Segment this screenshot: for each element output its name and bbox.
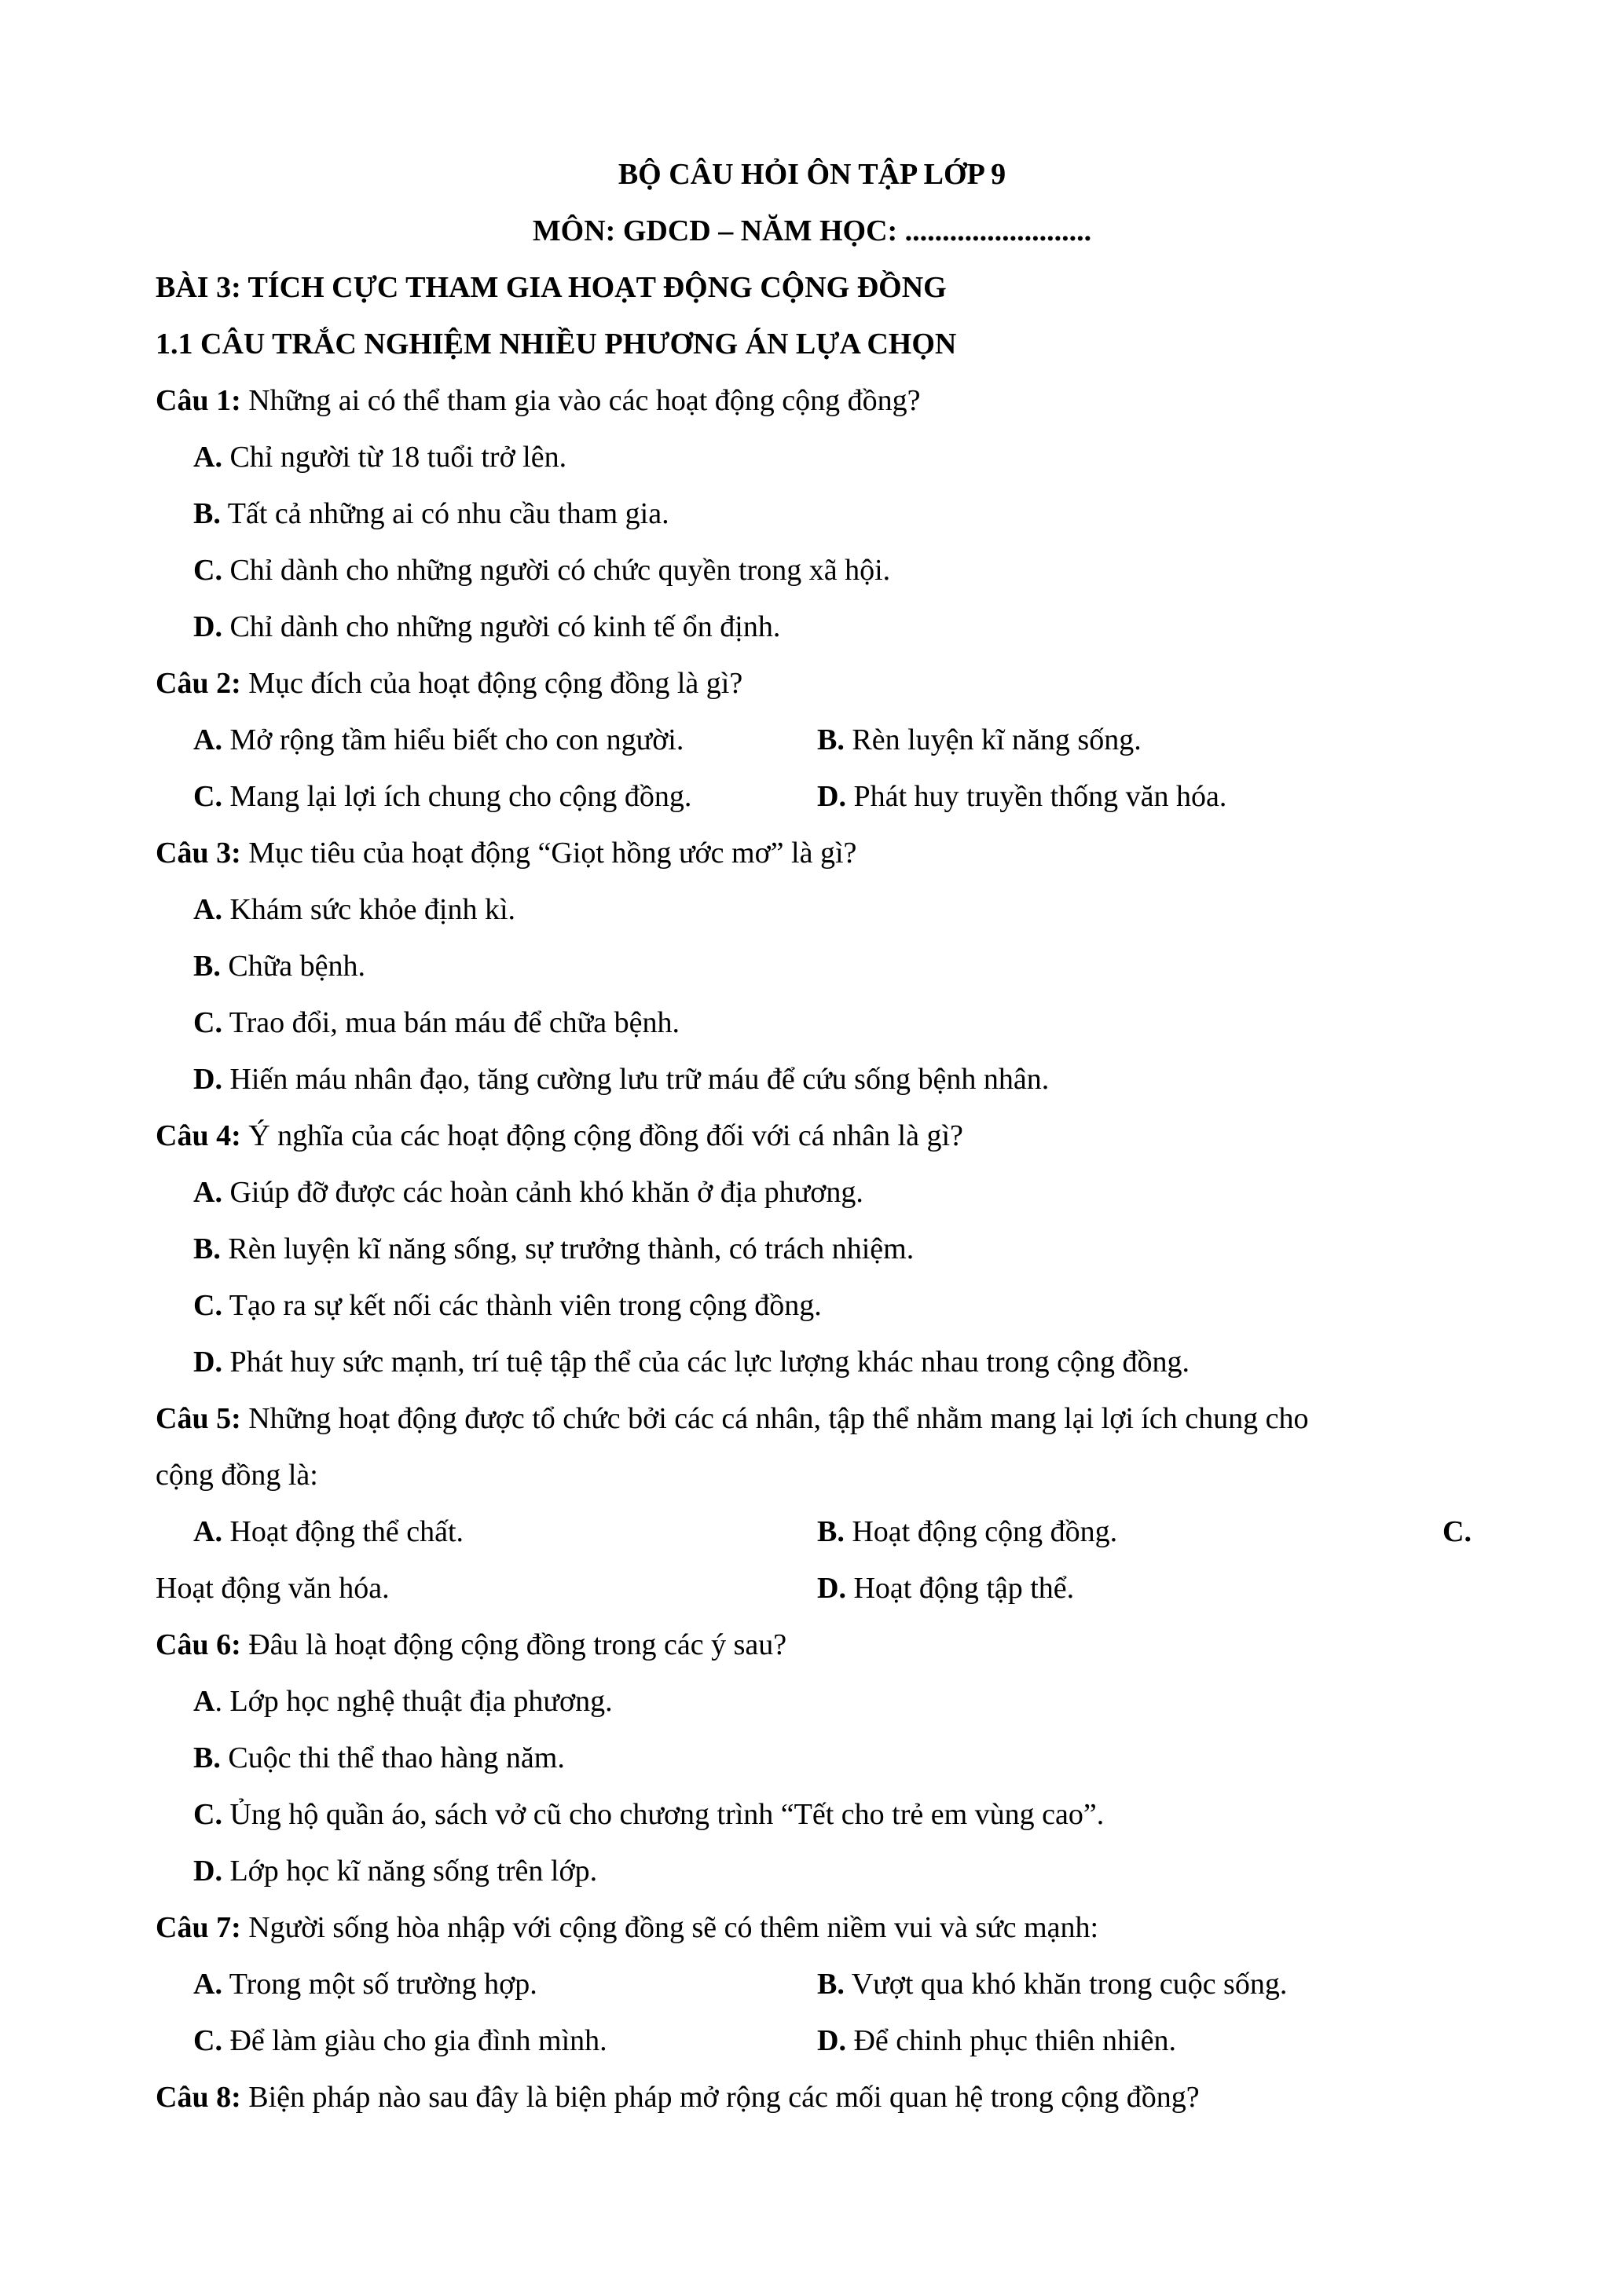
q2-option-c: C. Mang lại lợi ích chung cho cộng đồng. <box>193 780 692 813</box>
q1-option-c: C. Chỉ dành cho những người có chức quyền trong xã hội. <box>193 554 891 587</box>
q7-option-d: D. Để chinh phục thiên nhiên. <box>817 2024 1176 2057</box>
q1-option-d: D. Chỉ dành cho những người có kinh tế ổn định. <box>193 610 781 643</box>
lesson-heading: BÀI 3: TÍCH CỰC THAM GIA HOẠT ĐỘNG CỘNG ĐỒNG <box>156 271 947 304</box>
q3-option-d: D. Hiến máu nhân đạo, tăng cường lưu trữ máu để cứu sống bệnh nhân. <box>193 1063 1050 1096</box>
question-label: Câu 2: <box>156 667 241 700</box>
question-text: Những hoạt động được tổ chức bởi các cá nhân, tập thể nhằm mang lại lợi ích chung cho <box>248 1402 1309 1435</box>
question-1 <box>156 372 921 429</box>
q6-option-b: B. Cuộc thi thể thao hàng năm. <box>193 1741 565 1774</box>
q5-option-a: A. Hoạt động thể chất. <box>193 1515 464 1548</box>
q4-option-b: B. Rèn luyện kĩ năng sống, sự trưởng thành, có trách nhiệm. <box>193 1232 915 1265</box>
question-4 <box>156 1108 963 1164</box>
question-5-continued: cộng đồng là: <box>156 1459 318 1492</box>
q3-option-b: B. Chữa bệnh. <box>193 950 366 983</box>
question-7 <box>156 1899 1098 1956</box>
question-text: Những ai có thể tham gia vào các hoạt động cộng đồng? <box>248 384 921 417</box>
q6-option-d: D. Lớp học kĩ năng sống trên lớp. <box>193 1855 598 1888</box>
question-text: Biện pháp nào sau đây là biện pháp mở rộng các mối quan hệ trong cộng đồng? <box>248 2081 1200 2114</box>
question-text: Mục tiêu của hoạt động “Giọt hồng ước mơ” là gì? <box>248 837 857 870</box>
q2-option-d: D. Phát huy truyền thống văn hóa. <box>817 780 1227 813</box>
q4-option-d: D. Phát huy sức mạnh, trí tuệ tập thể của các lực lượng khác nhau trong cộng đồng. <box>193 1346 1190 1379</box>
question-label: Câu 4: <box>156 1119 241 1152</box>
document-subtitle: MÔN: GDCD – NĂM HỌC: ......................... <box>532 214 1092 247</box>
q4-option-c: C. Tạo ra sự kết nối các thành viên trong cộng đồng. <box>193 1289 822 1322</box>
question-6 <box>156 1617 786 1673</box>
q6-option-a: A. Lớp học nghệ thuật địa phương. <box>193 1685 613 1718</box>
document-title: BỘ CÂU HỎI ÔN TẬP LỚP 9 <box>618 158 1006 191</box>
question-5 <box>156 1390 1309 1447</box>
q5-option-c-key: C. <box>1443 1515 1472 1548</box>
q1-option-b: B. Tất cả những ai có nhu cầu tham gia. <box>193 497 669 530</box>
question-label: Câu 8: <box>156 2081 241 2114</box>
question-text: Ý nghĩa của các hoạt động cộng đồng đối với cá nhân là gì? <box>248 1119 963 1152</box>
question-8 <box>156 2069 1200 2126</box>
q2-option-a: A. Mở rộng tầm hiểu biết cho con người. <box>193 723 684 756</box>
q7-option-b: B. Vượt qua khó khăn trong cuộc sống. <box>817 1968 1288 2001</box>
question-text: Đâu là hoạt động cộng đồng trong các ý sau? <box>248 1628 787 1661</box>
question-label: Câu 1: <box>156 384 241 417</box>
q5-option-d: D. Hoạt động tập thể. <box>817 1572 1075 1605</box>
question-text: Người sống hòa nhập với cộng đồng sẽ có thêm niềm vui và sức mạnh: <box>248 1911 1099 1944</box>
q3-option-c: C. Trao đổi, mua bán máu để chữa bệnh. <box>193 1006 680 1039</box>
q1-option-a: A. Chỉ người từ 18 tuổi trở lên. <box>193 441 567 474</box>
q7-option-a: A. Trong một số trường hợp. <box>193 1968 537 2001</box>
q2-option-b: B. Rèn luyện kĩ năng sống. <box>817 723 1142 756</box>
section-heading: 1.1 CÂU TRẮC NGHIỆM NHIỀU PHƯƠNG ÁN LỰA CHỌN <box>156 328 957 361</box>
q7-option-c: C. Để làm giàu cho gia đình mình. <box>193 2024 607 2057</box>
question-label: Câu 7: <box>156 1911 241 1944</box>
question-2 <box>156 655 742 712</box>
q5-option-c-text: Hoạt động văn hóa. <box>156 1572 390 1605</box>
question-3 <box>156 825 856 881</box>
question-label: Câu 6: <box>156 1628 241 1661</box>
q3-option-a: A. Khám sức khỏe định kì. <box>193 893 516 926</box>
question-label: Câu 5: <box>156 1402 241 1435</box>
question-label: Câu 3: <box>156 837 241 870</box>
q5-option-b: B. Hoạt động cộng đồng. <box>817 1515 1118 1548</box>
question-text: Mục đích của hoạt động cộng đồng là gì? <box>248 667 743 700</box>
q4-option-a: A. Giúp đỡ được các hoàn cảnh khó khăn ở địa phương. <box>193 1176 863 1209</box>
q6-option-c: C. Ủng hộ quần áo, sách vở cũ cho chương trình “Tết cho trẻ em vùng cao”. <box>193 1798 1105 1831</box>
